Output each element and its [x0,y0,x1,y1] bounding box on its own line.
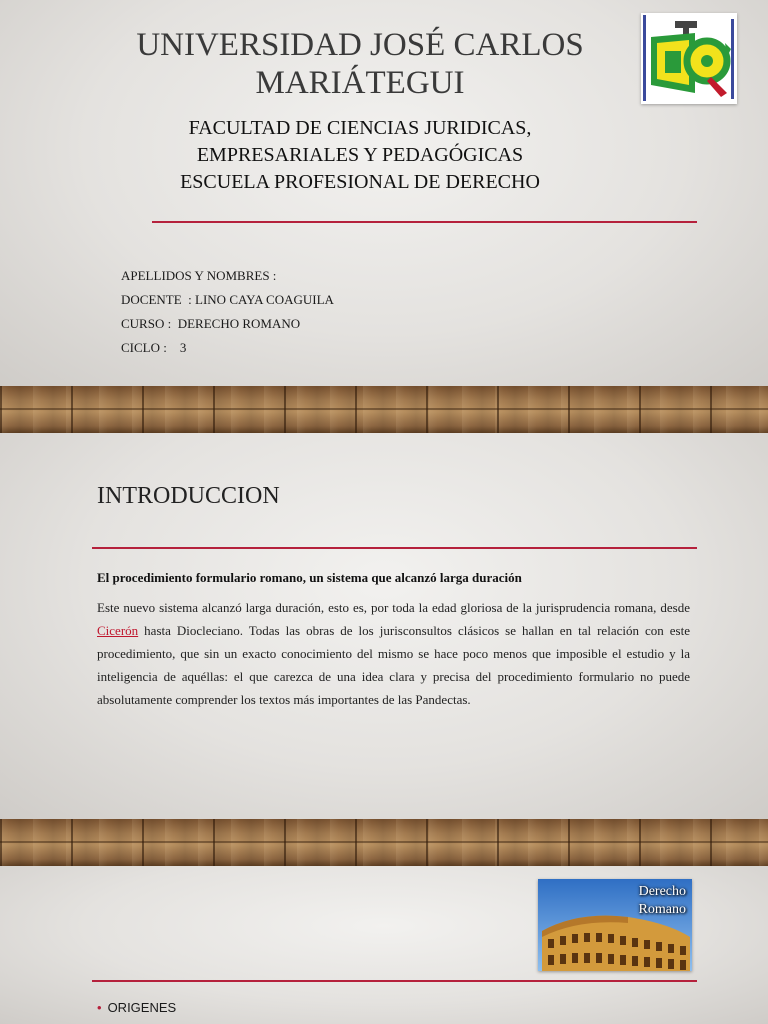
faculty-heading: FACULTAD DE CIENCIAS JURIDICAS, EMPRESARIALES Y PEDAGÓGICAS ESCUELA PROFESIONAL DE DERECHO [180,117,540,193]
crest-graphic [641,13,737,104]
image-caption: Derecho Romano [638,884,686,917]
origins-slide [0,866,768,1024]
university-crest-icon [641,13,737,104]
wood-floor-band [0,386,768,433]
divider [92,980,697,982]
info-teacher: DOCENTE : LINO CAYA COAGUILA [121,292,334,307]
wood-floor-band [0,819,768,866]
slide-title: INTRODUCCION [97,483,280,509]
info-course: CURSO : DERECHO ROMANO [121,316,301,331]
info-cycle: CICLO : 3 [121,340,187,355]
divider [152,221,697,223]
ciceron-link[interactable]: Cicerón [97,623,139,638]
info-surname: APELLIDOS Y NOMBRES : [121,268,277,283]
section-subheading: El procedimiento formulario romano, un sistema que alcanzó larga duración [97,570,522,585]
title-slide [0,0,768,386]
divider [92,547,697,549]
introduction-slide [0,433,768,819]
university-title: UNIVERSIDAD JOSÉ CARLOS MARIÁTEGUI [136,27,584,101]
list-item: • ORIGENES [97,1000,177,1015]
student-info [121,264,334,360]
colosseum-image [538,879,692,971]
intro-paragraph: Este nuevo sistema alcanzó larga duración, esto es, por toda la edad gloriosa de la jurisprudencia romana, desde Cicerón hasta Diocleciano. Todas las obras de los jurisconsultos clásicos se hallan en tal relación con este procedimiento, que sin un exacto conocimiento del mismo se hace poco menos que imposible el estudio y la inteligencia de aquéllas: el que carezca de una idea clara y precisa del procedimiento formulario no puede absolutamente comprender los textos más importantes de las Pandectas. [97,600,690,707]
bullet-icon: • [97,1000,102,1015]
